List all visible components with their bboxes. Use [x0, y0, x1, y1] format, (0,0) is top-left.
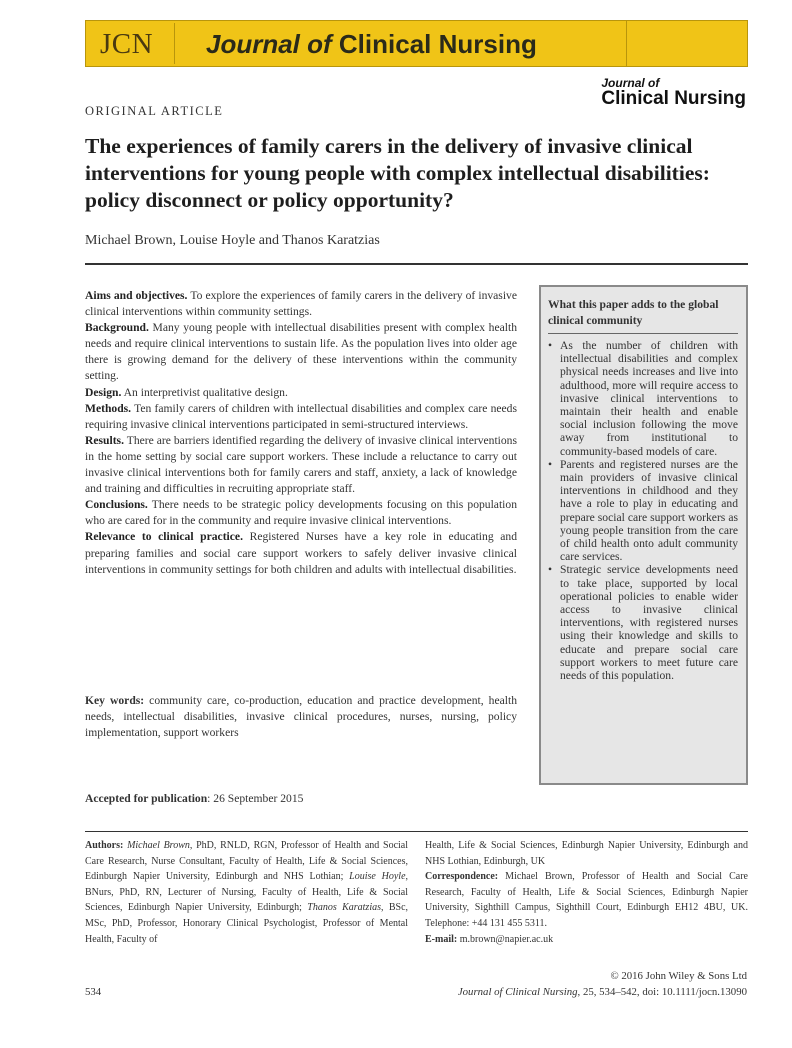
- box-heading: What this paper adds to the global clinical community: [548, 297, 738, 334]
- abstract-text: Registered Nurses have a key role in educating and preparing families and social care support workers to safely deliver invasive clinical interventions in community settings for both children and adults with intellectual disabilities.: [85, 530, 517, 576]
- abstract-text: Ten family carers of children with intellectual disabilities and complex care needs requiring invasive clinical interventions participated in semi-structured interviews.: [85, 401, 517, 431]
- abstract-label: Results.: [85, 433, 124, 447]
- citation-details: , 25, 534–542, doi: 10.1111/jocn.13090: [577, 986, 747, 998]
- title-line: The experiences of family carers in the delivery of invasive clinical: [85, 134, 693, 158]
- abstract-paragraph: [85, 529, 517, 577]
- accepted-label: Accepted for publication: [85, 792, 208, 805]
- abstract-label: Relevance to clinical practice.: [85, 530, 243, 544]
- abstract: [85, 288, 517, 578]
- banner-divider: [174, 23, 175, 64]
- journal-logo: [601, 76, 746, 110]
- banner-abbreviation: JCN: [100, 28, 154, 60]
- citation-journal: Journal of Clinical Nursing: [457, 986, 578, 998]
- abstract-paragraph: [85, 320, 517, 384]
- box-item-text: Strategic service developments need to take place, supported by local operational policies to enable wider access to invasive clinical interventions, with registered nurses using their knowledge and skills to educate and prepare social care support workers to meet future care needs of this population.: [560, 563, 738, 683]
- abstract-label: Background.: [85, 321, 149, 335]
- banner-title: [206, 29, 537, 60]
- author-affiliation: , BNurs, PhD, RN, Lecturer of Nursing, Faculty of Health, Life & Social Sciences, Edinburgh Napier University, Edinburgh;: [85, 871, 409, 914]
- box-list-item: [548, 563, 738, 682]
- bullet-icon: •: [548, 339, 553, 352]
- abstract-paragraph: [85, 385, 517, 401]
- author-name: Thanos Karatzias: [307, 902, 381, 914]
- title-line: policy disconnect or policy opportunity?: [85, 188, 454, 212]
- affiliation-continued: Health, Life & Social Sciences, Edinburgh Napier University, Edinburgh and NHS Lothian, Edinburgh, UK: [425, 840, 748, 867]
- title-line: interventions for young people with complex intellectual disabilities:: [85, 161, 710, 185]
- page-number: 534: [85, 986, 102, 998]
- keywords-text: community care, co-production, education and practice development, health needs, intellectual disabilities, invasive clinical procedures, nurses, nursing, policy implementation, support workers: [85, 694, 517, 740]
- abstract-text: There are barriers identified regarding the delivery of invasive clinical interventions in the home setting by social care support workers. These include a reluctance to carry out invasive clinical interventions both for family carers and staff, anxiety, a lack of knowledge and training and difficulties in recruiting appropriate staff.: [85, 433, 517, 496]
- authors-label: Authors:: [85, 840, 124, 851]
- header-rule: [85, 263, 748, 265]
- bullet-icon: •: [548, 563, 553, 577]
- what-this-paper-adds-box: [539, 285, 748, 785]
- logo-small-text: Journal of: [601, 76, 660, 90]
- keywords: [85, 693, 517, 741]
- author-name: Michael Brown: [127, 840, 190, 851]
- abstract-text: There needs to be strategic policy developments focusing on this population who are cared for in the community and require invasive clinical interventions.: [85, 498, 517, 528]
- banner-title-rest: Clinical Nursing: [338, 29, 537, 59]
- correspondence-label: Correspondence:: [425, 871, 499, 883]
- abstract-text: An interpretivist qualitative design.: [121, 385, 288, 399]
- bullet-icon: •: [548, 457, 553, 471]
- author-affiliation: , PhD, RNLD, RGN, Professor of Health and Social Care Research, Nurse Consultant, Faculty of Health, Life & Social Sciences, Edinburgh Napier University, Edinburgh and NHS Lothian;: [85, 840, 409, 883]
- author-list: Michael Brown, Louise Hoyle and Thanos Karatzias: [85, 233, 380, 248]
- logo-big-text: Clinical Nursing: [601, 88, 746, 109]
- copyright: © 2016 John Wiley & Sons Ltd: [610, 970, 747, 982]
- abstract-paragraph: [85, 401, 517, 433]
- box-list-item: [548, 458, 738, 564]
- abstract-label: Conclusions.: [85, 498, 148, 512]
- article-title: [85, 133, 745, 214]
- email-block: [425, 932, 748, 948]
- box-item-text: As the number of children with intellectual disabilities and complex physical needs increases and live into adulthood, more will require access to invasive clinical interventions to maintain their health and enable social inclusion following the move away from institutional to community-based models of care.: [560, 339, 738, 458]
- keywords-label: Key words:: [85, 694, 145, 707]
- abstract-paragraph: [85, 497, 517, 529]
- abstract-text: To explore the experiences of family carers in the delivery of invasive clinical interventions within community settings.: [85, 289, 517, 319]
- email-label: E-mail:: [425, 933, 458, 945]
- email-address[interactable]: m.brown@napier.ac.uk: [457, 933, 554, 945]
- journal-banner: [85, 20, 748, 67]
- box-list: [548, 339, 738, 682]
- accepted-text: : 26 September 2015: [207, 792, 304, 805]
- banner-right-divider: [626, 21, 627, 67]
- abstract-label: Methods.: [85, 401, 132, 415]
- author-affiliations: [85, 838, 408, 947]
- section-label: ORIGINAL ARTICLE: [85, 104, 224, 118]
- accepted-date: [85, 792, 303, 805]
- abstract-label: Aims and objectives.: [85, 289, 188, 302]
- author-affiliation: , BSc, MSc, PhD, Professor, Honorary Clinical Psychologist, Professor of Mental Health, Faculty of: [85, 902, 409, 945]
- author-name: Louise Hoyle: [349, 871, 406, 883]
- abstract-paragraph: [85, 288, 517, 320]
- abstract-paragraph: [85, 433, 517, 497]
- footer-rule: [85, 831, 748, 832]
- correspondence-block: [425, 869, 748, 931]
- banner-title-italic: Journal of: [206, 29, 332, 59]
- correspondence: [425, 838, 748, 947]
- correspondence-text: Michael Brown, Professor of Health and Social Care Research, Faculty of Health, Life & Social Sciences, Edinburgh Napier University, Sighthill Campus, Sighthill Court, Edinburgh EH12 4BU, UK. Telephone: +44 131 455 5311.: [425, 871, 748, 929]
- box-item-text: Parents and registered nurses are the main providers of invasive clinical interventions in childhood and they have a role to play in educating and prepare social care support workers as young people transition from the care of child health onto adult community care services.: [560, 457, 738, 564]
- abstract-label: Design.: [85, 385, 122, 399]
- abstract-text: Many young people with intellectual disabilities present with complex health needs and require clinical interventions to sustain life. As the population lives into older age there is growing demand for the delivery of these interventions within the community setting.: [85, 321, 517, 383]
- citation: [458, 986, 747, 998]
- box-list-item: [548, 339, 738, 458]
